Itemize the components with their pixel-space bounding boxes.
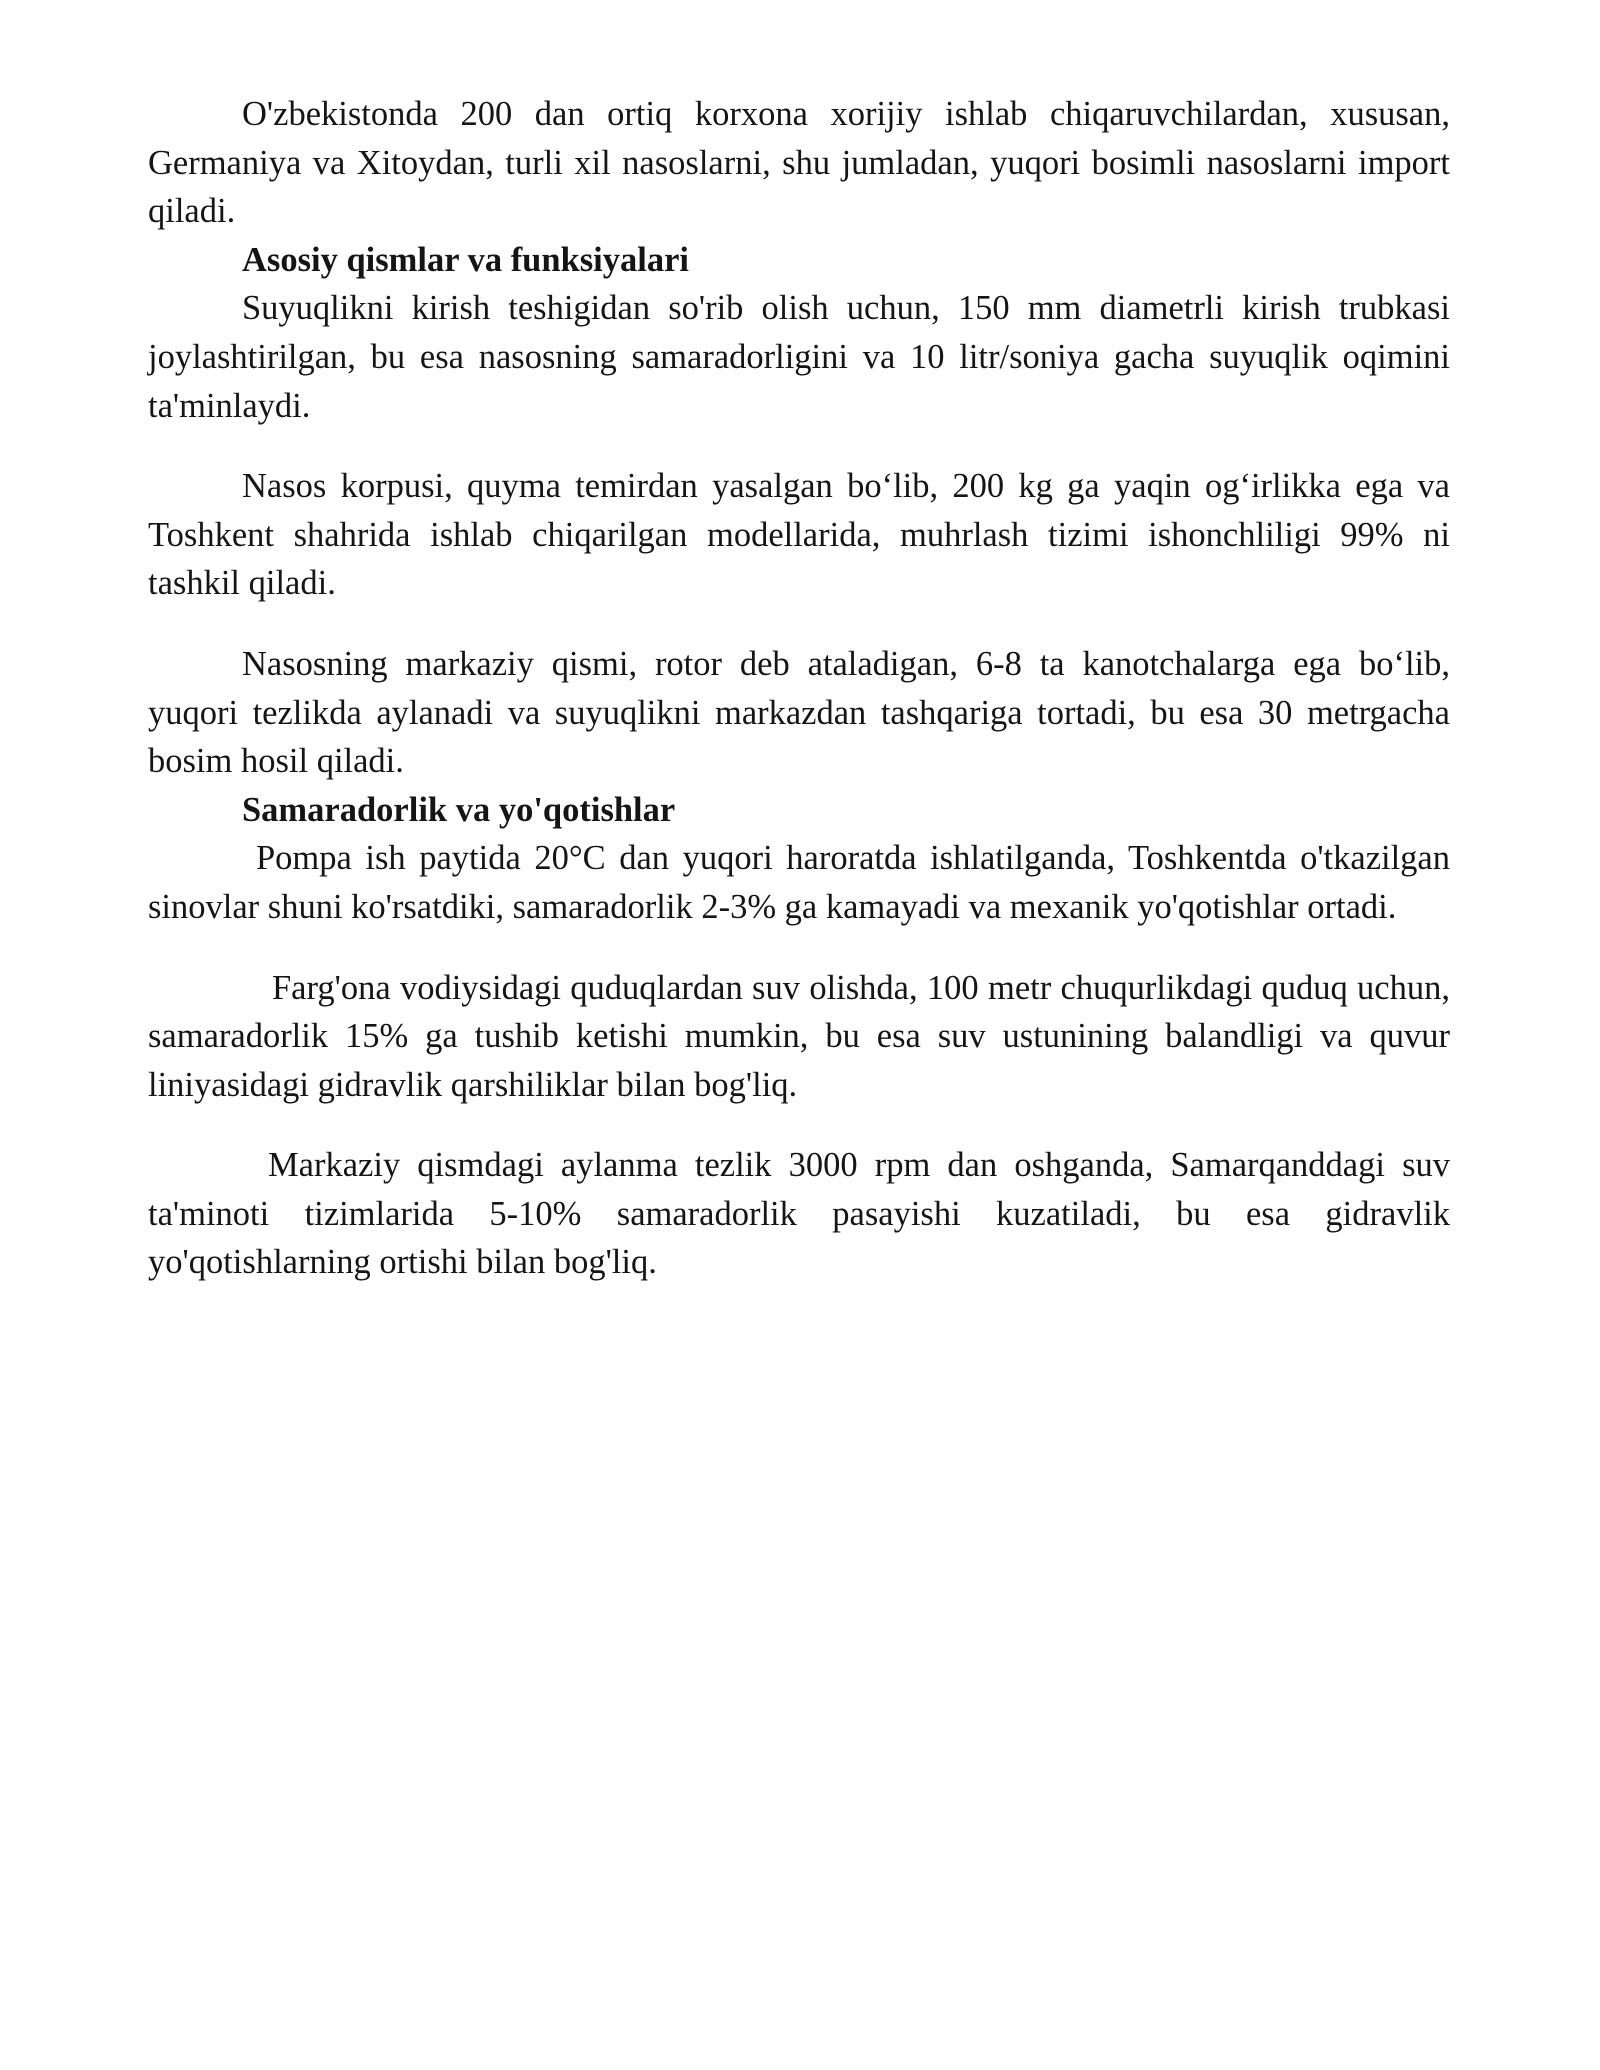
intro-paragraph: O'zbekistonda 200 dan ortiq korxona xorijiy ishlab chiqaruvchilardan, xususan, Germaniya va Xitoydan, turli xil nasoslarni, shu jumladan, yuqori bosimli nasoslarni import qiladi. bbox=[148, 95, 1450, 231]
paragraph-inlet-pipe: Suyuqlikni kirish teshigidan so'rib olish uchun, 150 mm diametrli kirish trubkasi joylashtirilgan, bu esa nasosning samaradorligini va 10 litr/soniya gacha suyuqlik oqimini ta'minlaydi. bbox=[148, 289, 1450, 425]
document-page bbox=[148, 90, 1450, 1287]
paragraph-pump-body: Nasos korpusi, quyma temirdan yasalgan bo‘lib, 200 kg ga yaqin og‘irlikka ega va Toshkent shahrida ishlab chiqarilgan modellarida, muhrlash tizimi ishonchliligi 99% ni tashkil qiladi. bbox=[148, 467, 1450, 603]
paragraph-wells: Farg'ona vodiysidagi quduqlardan suv olishda, 100 metr chuqurlikdagi quduq uchun, samaradorlik 15% ga tushib ketishi mumkin, bu esa suv ustunining balandligi va quvur liniyasidagi gidravlik qarshiliklar bilan bog'liq. bbox=[148, 968, 1450, 1104]
section-heading-parts: Asosiy qismlar va funksiyalari bbox=[242, 240, 689, 279]
paragraph-rotor: Nasosning markaziy qismi, rotor deb ataladigan, 6-8 ta kanotchalarga ega bo‘lib, yuqori tezlikda aylanadi va suyuqlikni markazdan tashqariga tortadi, bu esa 30 metrgacha bosim hosil qiladi. bbox=[148, 644, 1450, 781]
paragraph-temperature: Pompa ish paytida 20°C dan yuqori haroratda ishlatilganda, Toshkentda o'tkazilgan sinovlar shuni ko'rsatdiki, samaradorlik 2-3% ga kamayadi va mexanik yo'qotishlar ortadi. bbox=[148, 839, 1450, 926]
paragraph-rotation-speed: Markaziy qismdagi aylanma tezlik 3000 rpm dan oshganda, Samarqanddagi suv ta'minoti tizimlarida 5-10% samaradorlik pasayishi kuzatiladi, bu esa gidravlik yo'qotishlarning ortishi bilan bog'liq. bbox=[148, 1146, 1450, 1282]
section-heading-efficiency: Samaradorlik va yo'qotishlar bbox=[242, 790, 676, 829]
